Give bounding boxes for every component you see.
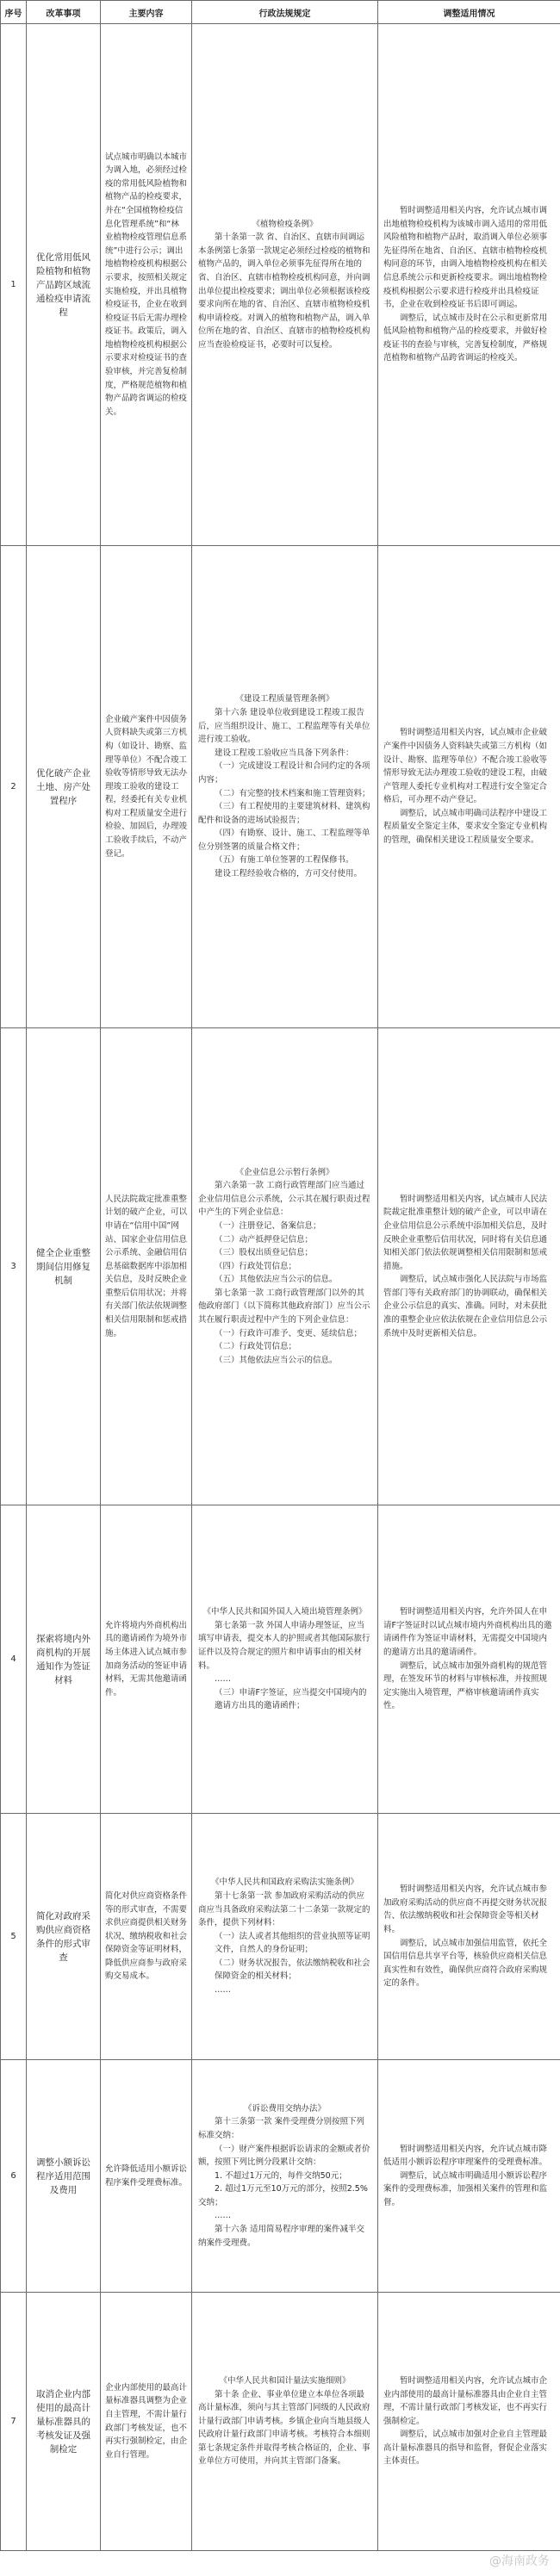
adjust-paragraph: 调整后，试点城市强化人民法院与市场监管部门等有关政府部门的协调联动，确保相关企业公示信息的真实、准确。同时，对未获批准的重整企业应依法依规在企业信用信息公示系统中及时更新相关信息。	[383, 1275, 548, 1338]
row-content: 允许将境内外商机构出具的邀请函作为境外市场主体进入试点城市参加商务活动的签证申请材料，无需其他邀请函件。	[101, 1505, 192, 1814]
law-paragraph: （一）行政许可准予、变更、延续信息；	[215, 1328, 363, 1338]
row-adjust	[378, 24, 560, 546]
law-paragraph: 建设工程经验收合格的，方可交付使用。	[215, 869, 363, 879]
law-paragraph: （一）注册登记、备案信息；	[215, 1220, 321, 1231]
table-row	[1, 2060, 560, 2293]
row-law	[192, 2060, 378, 2293]
row-seq: 1	[1, 24, 27, 546]
adjust-paragraph: 调整后，试点城市明确司法程序中建设工程质量安全鉴定主体，要求安全鉴定专业机构的管理，确保相关建设工程质量安全要求。	[383, 808, 548, 846]
table-row	[1, 546, 560, 1028]
row-seq: 4	[1, 1505, 27, 1814]
row-adjust	[378, 2060, 560, 2293]
row-seq: 3	[1, 1028, 27, 1505]
adjust-paragraph: 暂时调整适用相关内容，允许试点城市降低适用小额诉讼程序审理案件的受理费标准。	[383, 2144, 548, 2168]
law-paragraph: 《植物检疫条例》	[252, 219, 318, 229]
law-paragraph: 第十三条第一款 案件受理费分别按照下列标准交纳：	[198, 2117, 365, 2140]
law-paragraph: ……	[215, 2211, 231, 2221]
row-item: 优化破产企业土地、房产处置程序	[27, 546, 101, 1028]
adjust-paragraph: 暂时调整适用相关内容，允许外国人在申请F字签证时以试点城市境内外商机构出具的邀请函件作为签证申请材料，无需提交中国境内的邀请方出具的邀请函件。	[383, 1607, 552, 1657]
row-content: 简化对供应商资格条件等的形式审查，不需要求供应商提供相关财务状况、缴纳税收和社会保障资金等证明材料，降低供应商参与政府采购交易成本。	[101, 1814, 192, 2060]
law-paragraph: （三）其他依法应当公示的信息。	[215, 1355, 338, 1365]
adjust-paragraph: 调整后，试点城市加强对企业自主管理最高计量标准器具的指导和监督，督促企业落实主体责任。	[383, 2430, 548, 2467]
law-paragraph: 第十六条 适用简易程序审理的案件减半交纳案件受理费。	[198, 2225, 365, 2248]
adjust-paragraph: 调整后，试点城市明确适用小额诉讼程序案件的受理费标准，加强相关案件的管理和监督。	[383, 2170, 548, 2207]
adjust-paragraph: 调整后，试点城市及时在公示和更新常用低风险植物和植物产品的检疫要求，并做好检疫证书的查验与审核，完善复检制度，严格规范植物和植物产品跨省调运的检疫关。	[383, 313, 548, 363]
row-item: 取消企业内部使用的最高计量标准器具的考核发证及强制检定	[27, 2293, 101, 2551]
row-item: 探索将境内外商机构的开展通知作为签证材料	[27, 1505, 101, 1814]
row-seq: 5	[1, 1814, 27, 2060]
law-paragraph: （三）股权出质登记信息；	[215, 1248, 314, 1258]
law-paragraph: （二）动产抵押登记信息；	[215, 1234, 314, 1245]
law-paragraph: 第十条 企业、事业单位建立本单位各项最高计量标准，须向与其主管部门同级的人民政府计量行政部门申请考核。乡镇企业向当地县级人民政府计量行政部门申请考核。考核符合本细则第七条规定条件并取得考核合格证的，企业、事业单位方可使用，并向其主管部门备案。	[198, 2389, 370, 2467]
adjust-paragraph: 调整后，试点城市加强信用监管，依托全国信用信息共享平台等，核验供应商相关信息真实性和有效性，确保供应商符合政府采购规定的条件。	[383, 1938, 548, 1989]
adjust-paragraph: 暂时调整适用相关内容，允许试点城市企业内部使用的最高计量标准器具由企业自主管理，不需计量行政部门考核发证，也不再实行强制检定。	[383, 2375, 548, 2426]
law-paragraph: 第十六条 建设单位收到建设工程竣工报告后，应当组织设计、施工、工程监理等有关单位进行竣工验收。	[198, 707, 370, 745]
law-paragraph: （二）行政处罚信息；	[215, 1342, 297, 1352]
law-paragraph: 建设工程竣工验收应当具备下列条件：	[215, 748, 354, 758]
table-row	[1, 24, 560, 546]
row-law	[192, 546, 378, 1028]
law-paragraph: （二）有完整的技术档案和施工管理资料；	[215, 788, 370, 798]
row-law	[192, 24, 378, 546]
law-paragraph: 第七条第一款 外国人申请办理签证，应当填写申请表，提交本人的护照或者其他国际旅行证件以及符合规定的照片和申请事由的相关材料。	[198, 1620, 370, 1671]
row-adjust	[378, 1028, 560, 1505]
row-seq: 7	[1, 2293, 27, 2551]
row-item: 调整小额诉讼程序适用范围及费用	[27, 2060, 101, 2293]
adjust-paragraph: 暂时调整适用相关内容，试点城市人民法院裁定批准重整计划的破产企业，可以申请在企业信用信息公示系统中添加相关信息，及时反映企业重整后信用状况，同时将有关信息通知相关部门依法依规调整相关信用限制和惩戒措施。	[383, 1194, 548, 1271]
law-paragraph: （一）法人或者其他组织的营业执照等证明文件，自然人的身份证明；	[215, 1931, 370, 1955]
row-content: 企业破产案件中因债务人资料缺失或第三方机构（如设计、勘察、监理等单位）不配合竣工验收等情形导致无法办理竣工验收的建设工程，经委托有关专业机构对工程质量安全进行检验、加固后，办理竣工验收手续后，不动产登记。	[101, 546, 192, 1028]
law-paragraph: （二）财务状况报告，依法缴纳税收和社会保障资金的相关材料；	[215, 1958, 370, 1982]
law-paragraph: 《中华人民共和国外国人入境出境管理条例》	[202, 1607, 367, 1617]
law-paragraph: 第十七条第一款 参加政府采购活动的供应商应当具备政府采购法第二十二条第一款规定的条件，提供下列材料：	[198, 1890, 370, 1928]
law-paragraph: ……	[215, 1674, 231, 1685]
row-adjust	[378, 546, 560, 1028]
header-content: 主要内容	[101, 1, 192, 24]
row-content: 试点城市明确以本城市为调入地，必须经过检疫的常用低风险植物和植物产品的检疫要求，并在“全国植物检疫信息化管理系统”和“林业植物检疫管理信息系统”中进行公示；调出地植物检疫机构根据公示要求，按照相关规定实施检疫，并出具植物检疫证书，企业在收到检疫证书后无需办理检疫证书。政策后，调入地植物检疫机构根据公示要求对检疫证书的查验审核，并完善复检制度，严格规范植物和植物产品跨省调运的检疫关。	[101, 24, 192, 546]
row-adjust	[378, 2293, 560, 2551]
adjust-paragraph: 暂时调整适用相关内容，试点城市企业破产案件中因债务人资料缺失或第三方机构（如设计、勘察、监理等单位）不配合竣工验收等情形导致无法办理竣工验收的建设工程，由破产管理人委托专业机构对工程进行安全鉴定合格后，可办理不动产登记。	[383, 728, 548, 805]
header-seq: 序号	[1, 1, 27, 24]
law-paragraph: 2. 超过1万元至10万元的部分，按照2.5%交纳；	[198, 2184, 368, 2207]
law-paragraph: （五）有施工单位签署的工程保修书。	[215, 855, 354, 866]
row-item: 优化常用低风险植物和植物产品跨区域流通检疫申请流程	[27, 24, 101, 546]
row-seq: 6	[1, 2060, 27, 2293]
law-paragraph: 《企业信息公示暂行条例》	[235, 1167, 334, 1177]
law-paragraph: （三）有工程使用的主要建筑材料、建筑构配件和设备的进场试验报告；	[198, 802, 370, 825]
law-paragraph: ……	[215, 1985, 231, 1996]
table-row	[1, 1028, 560, 1505]
row-item: 简化对政府采购供应商资格条件的形式审查	[27, 1814, 101, 2060]
law-paragraph: （四）有勘察、设计、施工、工程监理等单位分别签署的质量合格文件；	[198, 829, 370, 852]
table-row	[1, 1505, 560, 1814]
header-item: 改革事项	[27, 1, 101, 24]
header-adjust: 调整适用情况	[378, 1, 560, 24]
law-paragraph: 《中华人民共和国政府采购法实施条例》	[210, 1878, 358, 1888]
row-adjust	[378, 1505, 560, 1814]
row-law	[192, 1814, 378, 2060]
law-paragraph: （一）财产案件根据诉讼请求的金额或者价额，按照下列比例分段累计交纳：	[198, 2144, 370, 2168]
law-paragraph: 1. 不超过1万元的，每件交纳50元；	[215, 2170, 347, 2181]
row-item: 健全企业重整期间信用修复机制	[27, 1028, 101, 1505]
table-row	[1, 2293, 560, 2551]
row-content: 企业内部使用的最高计量标准器具调整为企业自主管理，不需计量行政部门考核发证，也不再实行强制检定，由企业自行管理。	[101, 2293, 192, 2551]
row-law	[192, 1028, 378, 1505]
adjust-paragraph: 调整后，试点城市加强外商机构的规范管理，在签发环节的材料与审核标准，并按照规定实施出入境管理，严格审核邀请函件真实性。	[383, 1660, 548, 1711]
law-paragraph: （三）申请F字签证，应当提交中国境内的邀请方出具的邀请函件；	[215, 1687, 367, 1711]
law-paragraph: （四）行政处罚信息；	[215, 1261, 297, 1271]
row-content: 人民法院裁定批准重整计划的破产企业，可以申请在“信用中国”网站、国家企业信用信息公示系统、金融信用信息基础数据库中添加相关信息，及时反映企业重整后信用状况；并将有关部门依法依规调整相关信用限制和惩戒措施。	[101, 1028, 192, 1505]
law-paragraph: （一）完成建设工程设计和合同约定的各项内容；	[198, 761, 370, 785]
law-paragraph: 《诉讼费用交纳办法》	[243, 2103, 326, 2114]
law-paragraph: 《中华人民共和国计量法实施细则》	[219, 2375, 351, 2386]
header-row	[1, 1, 560, 24]
row-law	[192, 1505, 378, 1814]
law-paragraph: 第十条第一款 省、自治区、直辖市间调运本条例第七条第一款规定必须经过检疫的植物和植物产品的，调入单位必须事先征得所在地的省、自治区、直辖市植物检疫机构同意，并向调出单位提出检疫要求；调出单位必须根据该检疫要求向所在地的省、自治区、直辖市植物检疫机构申请检疫。对调入的植物和植物产品，调入单位所在地的省、自治区、直辖市的植物检疫机构应当查验检疫证书，必要时可以复检。	[198, 233, 370, 350]
table-row	[1, 1814, 560, 2060]
adjust-paragraph: 暂时调整适用相关内容，允许试点城市调出地植物检疫机构为该城市调入适用的常用低风险植物和植物产品时，取消调入单位必须事先征得所在地省、自治区、直辖市植物检疫机构同意的环节，由调入地植物检疫机构在相关信息系统公示和更新检疫要求。调出地植物检疫机构根据公示要求进行检疫并出具检疫证书，企业在收到检疫证书后即可调运。	[383, 205, 548, 310]
row-content: 允许降低适用小额诉讼程序案件受理费标准。	[101, 2060, 192, 2293]
row-law	[192, 2293, 378, 2551]
watermark: @海南政务	[489, 2554, 550, 2568]
header-law: 行政法规规定	[192, 1, 378, 24]
law-paragraph: 第六条第一款 工商行政管理部门应当通过企业信用信息公示系统，公示其在履行职责过程中产生的下列企业信息：	[198, 1181, 370, 1218]
law-paragraph: （五）其他依法应当公示的信息。	[215, 1275, 338, 1285]
law-paragraph: 第七条第一款 工商行政管理部门以外的其他政府部门（以下简称其他政府部门）应当公示其在履行职责过程中产生的下列企业信息：	[198, 1288, 370, 1325]
row-adjust	[378, 1814, 560, 2060]
row-seq: 2	[1, 546, 27, 1028]
law-paragraph: 《建设工程质量管理条例》	[235, 694, 334, 705]
adjust-paragraph: 暂时调整适用相关内容，允许试点城市参加政府采购活动的供应商不再提交财务状况报告、依法缴纳税收和社会保障资金等相关材料。	[383, 1884, 548, 1934]
